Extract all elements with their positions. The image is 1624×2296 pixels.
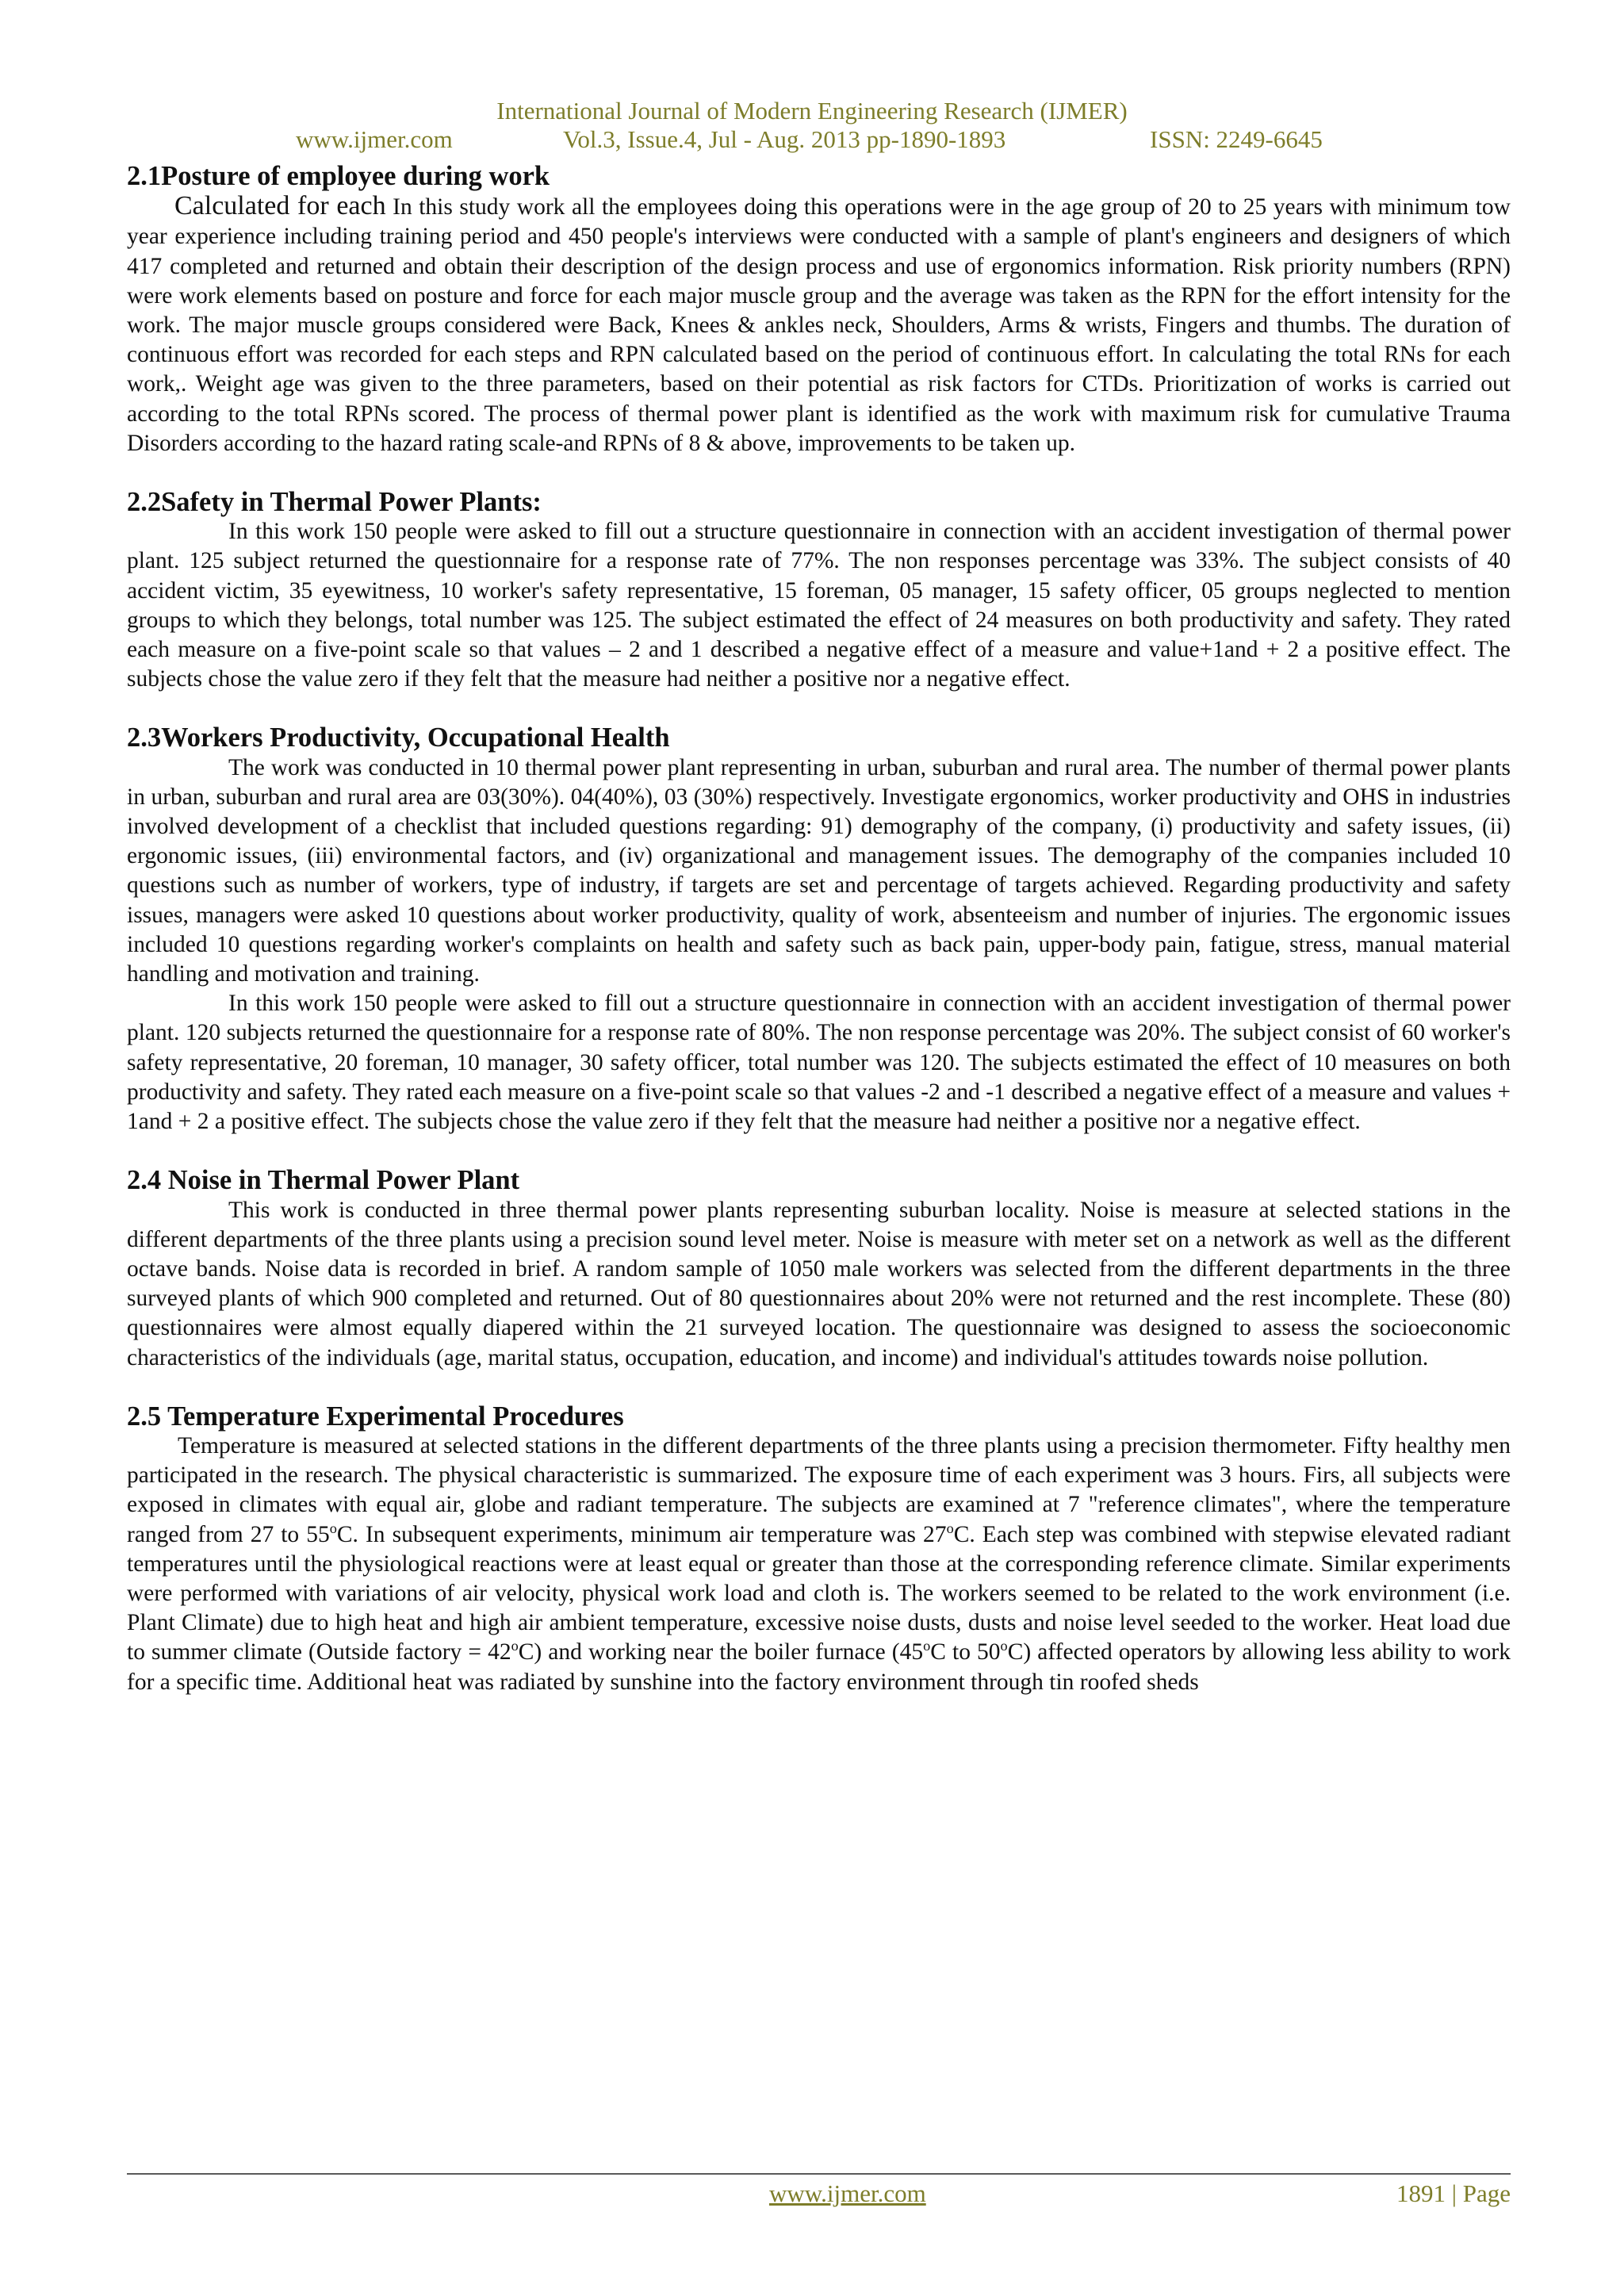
section-2-1-paragraph (127, 191, 1511, 458)
section-2-5-text-2: C. In subsequent experiments, minimum air temperature was 27 (336, 1521, 947, 1547)
section-2-2-paragraph: In this work 150 people were asked to fill out a structure questionnaire in connection with an accident investigation of thermal power plant. 125 subject returned the questionnaire for a response rate of 77%. The non responses percentage was 33%. The subject consists of 40 accident victim, 35 eyewitness, 10 worker's safety representative, 15 foreman, 05 manager, 15 safety officer, 05 groups neglected to mention groups to which they belongs, total number was 125. The subject estimated the effect of 24 measures on both productivity and safety. They rated each measure on a five-point scale so that values – 2 and 1 described a negative effect of a measure and value+1and + 2 a positive effect. The subjects chose the value zero if they felt that the measure had neither a positive nor a negative effect. (127, 519, 1511, 692)
section-2-1-lead: Calculated for each (174, 191, 386, 221)
section-2-5-text-4: C) and working near the boiler furnace (45 (518, 1639, 924, 1665)
section-2-5-text-5: C to 50 (930, 1639, 1001, 1665)
section-2-3-paragraph-1: The work was conducted in 10 thermal power plant representing in urban, suburban and rural area. The number of thermal power plants in urban, suburban and rural area are 03(30%). 04(40%), 03 (30%) respectively. Investigate ergonomics, worker productivity and OHS in industries involved development of a checklist that included questions regarding: 91) demography of the company, (i) productivity and safety issues, (ii) ergonomic issues, (iii) environmental factors, and (iv) organizational and management issues. The demography of the companies included 10 questions such as number of workers, type of industry, if targets are set and percentage of targets achieved. Regarding productivity and safety issues, managers were asked 10 questions about worker productivity, quality of work, absenteeism and number of injuries. The ergonomic issues included 10 questions regarding worker's complaints on health and safety such as back pain, upper-body pain, fatigue, stress, manual material handling and motivation and training. (127, 754, 1511, 987)
header-volume: Vol.3, Issue.4, Jul - Aug. 2013 pp-1890-1893 (563, 125, 1006, 153)
header-meta-line (0, 125, 1624, 154)
section-2-5-text-6: C) affected operators by allowing less ability to work for a specific time. Additional heat was radiated by sunshine into the factory environment through tin roofed sheds (127, 1639, 1511, 1695)
footer-website-link[interactable]: www.ijmer.com (769, 2179, 926, 2207)
section-2-5-text-1: Temperature is measured at selected stations in the different departments of the three plants using a precision thermometer. Fifty healthy men participated in the research. The physical characteristic is summarized. The exposure time of each experiment was 3 hours. Firs, all subjects were exposed in climates with equal air, globe and radiant temperature. The subjects are examined at 7 "reference climates", where the temperature ranged from 27 to 55 (127, 1432, 1511, 1547)
spacer (127, 694, 1511, 723)
spacer (127, 1373, 1511, 1402)
section-2-4-paragraph: This work is conducted in three thermal power plants representing suburban locality. Noise is measure at selected stations in the different departments of the three plants using a precision sound level meter. Noise is measure with meter set on a network as well as the different octave bands. Noise data is recorded in brief. A random sample of 1050 male workers was selected from the different departments in the three surveyed plants of which 900 completed and returned. Out of 80 questionnaires about 20% were not returned and the rest incomplete. These (80) questionnaires were almost equally diapered within the 21 surveyed location. The questionnaire was designed to assess the socioeconomic characteristics of the individuals (age, marital status, occupation, education, and income) and individual's attitudes towards noise pollution. (127, 1197, 1511, 1370)
page-number: 1891 | Page (1396, 2179, 1511, 2207)
body-content (127, 162, 1511, 1697)
section-2-1-body: In this study work all the employees doing this operations were in the age group of 20 to 25 years with minimum tow year experience including training period and 450 people's interviews were conducted with a sample of plant's engineers and designers of which 417 completed and returned and obtain their description of the design process and use of ergonomics information. Risk priority numbers (RPN) were work elements based on posture and force for each major muscle group and the average was taken as the RPN for the effort intensity for the work. The major muscle groups considered were Back, Knees & ankles neck, Shoulders, Arms & wrists, Fingers and thumbs. The duration of continuous effort was recorded for each steps and RPN calculated based on the period of continuous effort. In calculating the total RNs for each work,. Weight age was given to the three parameters, based on their potential as risk factors for CTDs. Prioritization of works is carried out according to the total RPNs scored. The process of thermal power plant is identified as the work with maximum risk for cumulative Trauma Disorders according to the hazard rating scale-and RPNs of 8 & above, improvements to be taken up. (127, 194, 1511, 456)
degree-symbol: o (511, 1638, 519, 1654)
header-website: www.ijmer.com (296, 125, 453, 153)
section-2-3-paragraph-2: In this work 150 people were asked to fill out a structure questionnaire in connection with an accident investigation of thermal power plant. 120 subjects returned the questionnaire for a response rate of 80%. The non response percentage was 20%. The subject consist of 60 worker's safety representative, 20 foreman, 10 manager, 30 safety officer, total number was 120. The subjects estimated the effect of 10 measures on both productivity and safety. They rated each measure on a five-point scale so that values -2 and -1 described a negative effect of a measure and values + 1and + 2 a positive effect. The subjects chose the value zero if they felt that the measure had neither a positive nor a negative effect. (127, 991, 1511, 1135)
running-header (0, 97, 1624, 154)
section-2-5-paragraph (127, 1432, 1511, 1697)
spacer (127, 458, 1511, 488)
section-2-5-text-3: C. Each step was combined with stepwise elevated radiant temperatures until the physiological reactions were at least equal or greater than those at the corresponding reference climate. Similar experiments were performed with variations of air velocity, physical work load and cloth is. The workers seemed to be related to the work environment (i.e. Plant Climate) due to high heat and high air ambient temperature, excessive noise dusts, dusts and noise level seeded to the worker. Heat load due to summer climate (Outside factory = 42 (127, 1521, 1511, 1665)
section-2-3-title: 2.3Workers Productivity, Occupational Health (127, 723, 670, 753)
spacer (127, 1137, 1511, 1166)
section-2-2-title: 2.2Safety in Thermal Power Plants: (127, 487, 542, 518)
degree-symbol: o (946, 1520, 954, 1536)
degree-symbol: o (1000, 1638, 1008, 1654)
section-2-5-title: 2.5 Temperature Experimental Procedures (127, 1401, 624, 1432)
section-2-1-title: 2.1Posture of employee during work (127, 161, 550, 191)
degree-symbol: o (329, 1520, 337, 1536)
footer-divider (127, 2173, 1511, 2175)
degree-symbol: o (923, 1638, 931, 1654)
journal-title: International Journal of Modern Engineering Research (IJMER) (496, 97, 1128, 125)
section-2-4-title: 2.4 Noise in Thermal Power Plant (127, 1165, 520, 1196)
header-issn: ISSN: 2249-6645 (1150, 125, 1323, 153)
